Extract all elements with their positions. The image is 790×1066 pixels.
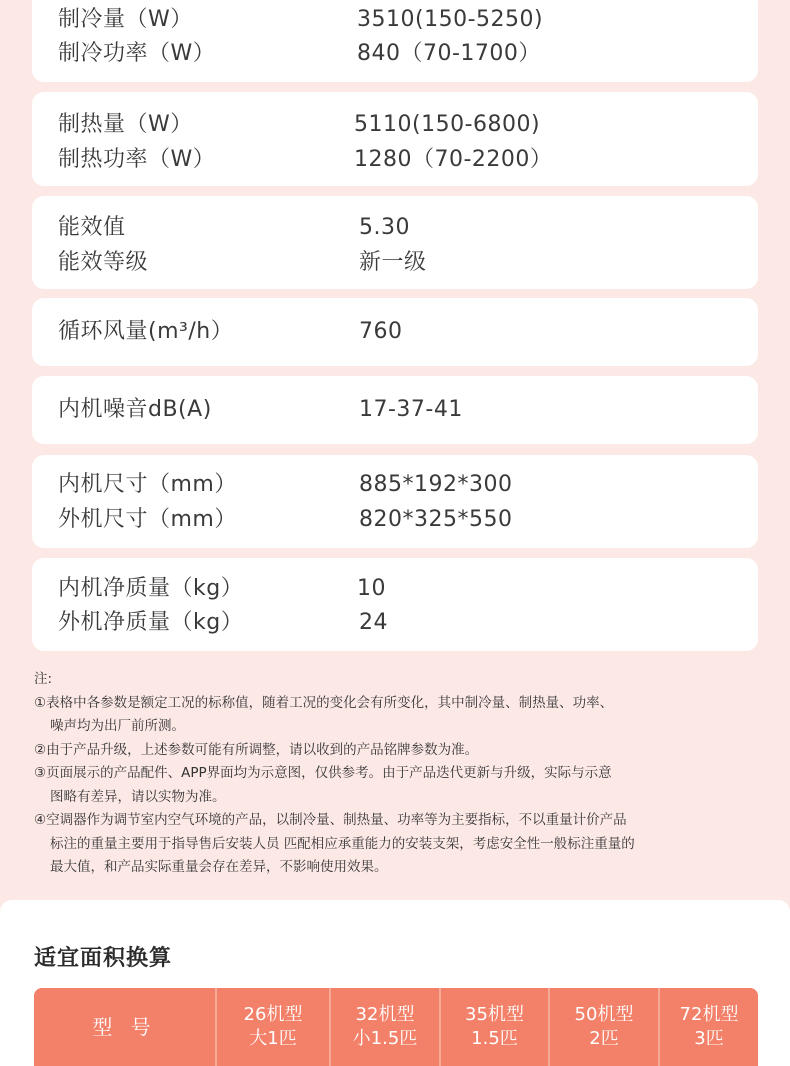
spec-value: 10 — [357, 576, 386, 601]
spec-card-efficiency — [32, 196, 758, 289]
spec-card-noise — [32, 376, 758, 444]
note-line: ④空调器作为调节室内空气环境的产品，以制冷量、制热量、功率等为主要指标，不以重量计价产品 — [34, 812, 627, 828]
spec-label: 外机净质量（kg） — [58, 610, 244, 635]
note-line: 标注的重量主要用于指导售后安装人员 匹配相应承重能力的安装支架，考虑安全性一般标注重量的 — [50, 835, 635, 852]
table-header-model-72 — [660, 988, 758, 1066]
spec-label: 内机净质量（kg） — [58, 576, 244, 601]
spec-value: 新一级 — [359, 250, 427, 275]
spec-card-heating — [32, 92, 758, 186]
spec-card-dimensions — [32, 455, 758, 548]
spec-value: 820*325*550 — [359, 507, 513, 532]
model-hp: 1.5匹 — [471, 1028, 518, 1049]
model-name: 72机型 — [679, 1004, 739, 1025]
spec-value: 3510(150-5250) — [357, 7, 544, 32]
spec-row — [32, 606, 758, 640]
area-table-header — [34, 988, 758, 1066]
note-line: ②由于产品升级，上述参数可能有所调整，请以收到的产品铭牌参数为准。 — [34, 741, 479, 758]
table-header-model-50 — [550, 988, 658, 1066]
spec-value: 1280（70-2200） — [354, 147, 553, 172]
table-header-model-label — [34, 988, 215, 1066]
spec-row — [32, 315, 758, 349]
model-name: 26机型 — [243, 1004, 303, 1025]
spec-value: 885*192*300 — [359, 472, 513, 497]
table-header-model-35 — [441, 988, 548, 1066]
note-line: ③页面展示的产品配件、APP界面均为示意图，仅供参考。由于产品迭代更新与升级，实际与示意 — [34, 765, 612, 781]
notes-section — [34, 668, 764, 880]
spec-value: 840（70-1700） — [357, 41, 541, 66]
spec-value: 24 — [359, 610, 388, 635]
notes-heading: 注: — [34, 671, 53, 687]
spec-row — [32, 572, 758, 606]
spec-label: 能效值 — [58, 215, 126, 240]
spec-label: 内机尺寸（mm） — [58, 472, 237, 497]
spec-label: 制热功率（W） — [58, 147, 216, 172]
area-section — [0, 900, 790, 1066]
model-name: 50机型 — [574, 1004, 634, 1025]
spec-row — [32, 211, 758, 245]
model-hp: 小1.5匹 — [352, 1028, 418, 1049]
model-hp: 大1匹 — [249, 1028, 297, 1049]
spec-value: 17-37-41 — [359, 397, 463, 422]
spec-row — [32, 108, 758, 142]
spec-card-airflow — [32, 298, 758, 366]
spec-card-cooling — [32, 0, 758, 82]
table-header-model-26 — [217, 988, 329, 1066]
spec-label: 内机噪音dB(A) — [58, 397, 212, 422]
spec-row — [32, 3, 758, 37]
spec-row — [32, 468, 758, 502]
spec-label: 外机尺寸（mm） — [58, 507, 237, 532]
spec-row — [32, 393, 758, 427]
note-line: 最大值，和产品实际重量会存在差异，不影响使用效果。 — [50, 859, 388, 875]
note-line: 噪声均为出厂前所测。 — [50, 718, 185, 734]
spec-label: 制冷量（W） — [58, 7, 193, 32]
spec-value: 760 — [359, 319, 403, 344]
spec-label: 能效等级 — [58, 250, 149, 275]
spec-row — [32, 143, 758, 177]
spec-label: 制热量（W） — [58, 112, 193, 137]
spec-label: 制冷功率（W） — [58, 41, 216, 66]
spec-row — [32, 503, 758, 537]
spec-label: 循环风量(m³/h） — [58, 319, 234, 344]
spec-row — [32, 37, 758, 71]
spec-value: 5.30 — [359, 215, 410, 240]
header-label-text: 型 号 — [92, 1015, 157, 1039]
spec-card-weight — [32, 558, 758, 651]
section-title: 适宜面积换算 — [34, 946, 173, 971]
model-name: 35机型 — [465, 1004, 524, 1025]
model-hp: 2匹 — [589, 1028, 619, 1049]
model-name: 32机型 — [355, 1004, 415, 1025]
note-line: 图略有差异，请以实物为准。 — [50, 788, 226, 805]
model-hp: 3匹 — [694, 1028, 724, 1049]
note-line: ①表格中各参数是额定工况的标称值，随着工况的变化会有所变化，其中制冷量、制热量、功率、 — [34, 694, 614, 711]
table-header-model-32 — [331, 988, 439, 1066]
spec-row — [32, 246, 758, 280]
spec-value: 5110(150-6800) — [354, 112, 541, 137]
